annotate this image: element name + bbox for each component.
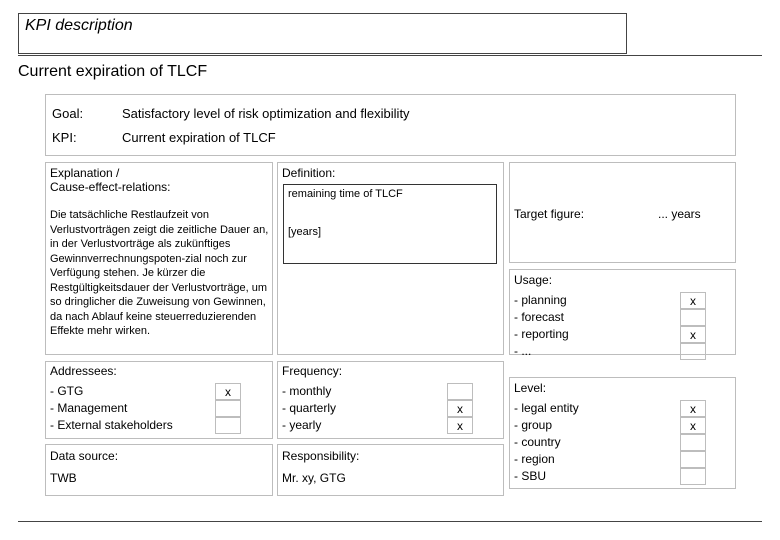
addressee-item: - Management xyxy=(50,401,128,415)
section-title: KPI description xyxy=(25,17,133,34)
level-item: - region xyxy=(514,452,555,466)
level-checkbox-legal-entity[interactable]: x xyxy=(680,400,706,417)
frequency-checkbox-yearly[interactable]: x xyxy=(447,417,473,434)
usage-checkboxes xyxy=(680,292,706,360)
frequency-item: - monthly xyxy=(282,384,332,398)
title-divider xyxy=(18,55,762,56)
level-item: - legal entity xyxy=(514,401,579,415)
level-checkbox-sbu[interactable] xyxy=(680,468,706,485)
level-item: - group xyxy=(514,418,553,432)
usage-item: - reporting xyxy=(514,327,569,341)
level-checkboxes xyxy=(680,400,706,485)
usage-item: - forecast xyxy=(514,310,565,324)
definition-heading: Definition: xyxy=(282,166,336,180)
usage-checkbox-reporting[interactable]: x xyxy=(680,326,706,343)
addressees-checkboxes xyxy=(215,383,241,434)
kpi-label: KPI: xyxy=(52,130,77,145)
responsibility-value: Mr. xy, GTG xyxy=(282,471,346,485)
data-source-value: TWB xyxy=(50,471,77,485)
level-item: - country xyxy=(514,435,561,449)
frequency-checkboxes xyxy=(447,383,473,434)
explanation-heading-line1: Explanation / xyxy=(50,166,120,180)
explanation-text: Die tatsächliche Restlaufzeit von Verlustvorträgen zeigt die zeitliche Dauer an, in der Verlustvorträge als zukünftiges Gewinnverrechnungspoten-zial noch zur Verfügung stehen. Je kürzer die Restgültigkeitsdauer der Verlustvorträge, um so dringlicher die Zuweisung von Gewinnen, da nach Ablauf keine steuerreduzierenden Effekte mehr wirken. xyxy=(50,209,269,337)
goal-kpi-panel xyxy=(45,94,736,156)
addressees-list xyxy=(50,383,173,434)
usage-checkbox-other[interactable] xyxy=(680,343,706,360)
level-checkbox-country[interactable] xyxy=(680,434,706,451)
frequency-list xyxy=(282,383,336,434)
level-list xyxy=(514,400,579,485)
addressee-checkbox-management[interactable] xyxy=(215,400,241,417)
explanation-heading-line2: Cause-effect-relations: xyxy=(50,180,171,194)
level-heading: Level: xyxy=(514,381,547,395)
data-source-heading: Data source: xyxy=(50,449,119,463)
addressee-item: - External stakeholders xyxy=(50,418,173,432)
level-checkbox-region[interactable] xyxy=(680,451,706,468)
goal-value: Satisfactory level of risk optimization and flexibility xyxy=(122,106,410,121)
definition-formula: remaining time of TLCF xyxy=(288,188,403,200)
usage-checkbox-forecast[interactable] xyxy=(680,309,706,326)
addressee-checkbox-gtg[interactable]: x xyxy=(215,383,241,400)
level-item: - SBU xyxy=(514,469,547,483)
usage-item: - ... xyxy=(514,344,532,358)
kpi-value: Current expiration of TLCF xyxy=(122,130,276,145)
kpi-heading: Current expiration of TLCF xyxy=(18,63,208,80)
target-label: Target figure: xyxy=(514,207,585,221)
addressee-item: - GTG xyxy=(50,384,84,398)
level-checkbox-group[interactable]: x xyxy=(680,417,706,434)
usage-list xyxy=(514,292,569,360)
footer-divider xyxy=(18,521,762,522)
frequency-heading: Frequency: xyxy=(282,364,343,378)
usage-checkbox-planning[interactable]: x xyxy=(680,292,706,309)
frequency-item: - quarterly xyxy=(282,401,337,415)
goal-label: Goal: xyxy=(52,106,84,121)
addressee-checkbox-external[interactable] xyxy=(215,417,241,434)
addressees-heading: Addressees: xyxy=(50,364,117,378)
usage-heading: Usage: xyxy=(514,273,553,287)
definition-unit: [years] xyxy=(288,226,322,238)
target-value: ... years xyxy=(658,207,701,221)
responsibility-heading: Responsibility: xyxy=(282,449,360,463)
frequency-item: - yearly xyxy=(282,418,322,432)
usage-item: - planning xyxy=(514,293,567,307)
frequency-checkbox-quarterly[interactable]: x xyxy=(447,400,473,417)
frequency-checkbox-monthly[interactable] xyxy=(447,383,473,400)
